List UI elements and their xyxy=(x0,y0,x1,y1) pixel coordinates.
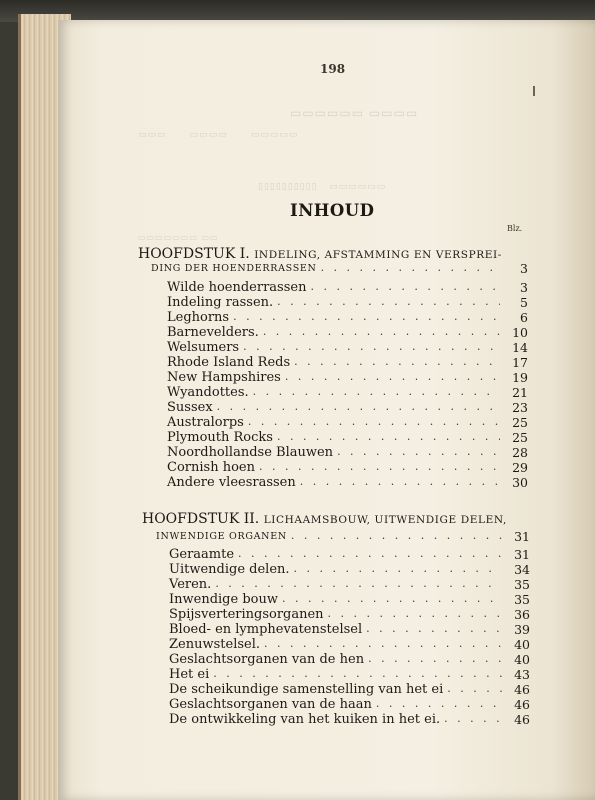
toc-entry: Barnevelders. . . . 10 xyxy=(167,325,528,340)
toc-entry: Het ei . . . 43 xyxy=(169,667,530,682)
toc-entry: Zenuwstelsel. . . . 40 xyxy=(169,637,530,652)
toc-entry: Cornish hoen . . . 29 xyxy=(167,460,528,475)
show-through-text: ▭▭▭ ▭▭▭▭ ▭▭▭▭▭ xyxy=(138,130,299,140)
leader-dots xyxy=(321,260,500,276)
chapter-page: 3 xyxy=(520,261,528,276)
page-number: 198 xyxy=(320,62,346,76)
toc-entry: De ontwikkeling van het kuiken in het ei. . . . 46 xyxy=(169,712,530,727)
toc-entry: Indeling rassen. . . . 5 xyxy=(167,295,528,310)
toc-entry: Bloed- en lymphevatenstelsel . . . 39 xyxy=(169,622,530,637)
chapter-title-line: INWENDIGE ORGANEN xyxy=(156,531,287,542)
toc-entry: Rhode Island Reds . . . 17 xyxy=(167,355,528,370)
toc-entry: Veren. . . . 35 xyxy=(169,577,530,592)
toc-entry: Plymouth Rocks . . . 25 xyxy=(167,430,528,445)
show-through-text: ▭▭▭▭▭▭ ▭▭▭▭ xyxy=(290,106,419,120)
toc-entry: Wilde hoenderrassen . . . 3 xyxy=(167,280,528,295)
chapter-heading-row xyxy=(156,529,530,544)
chapter-heading xyxy=(142,511,507,527)
toc-entry: De scheikundige samenstelling van het ei . . . 46 xyxy=(169,682,530,697)
toc-entry: Leghorns . . . 6 xyxy=(167,310,528,325)
chapter-page: 31 xyxy=(514,529,530,544)
chapter-title-line: DING DER HOENDERRASSEN xyxy=(151,263,317,274)
chapter-prefix: HOOFDSTUK II. xyxy=(142,511,260,527)
chapter-heading-row xyxy=(151,261,528,276)
toc-entry: New Hampshires . . . 19 xyxy=(167,370,528,385)
toc-entry: Noordhollandse Blauwen . . . 28 xyxy=(167,445,528,460)
toc-entry: Australorps . . . 25 xyxy=(167,415,528,430)
page-title: INHOUD xyxy=(290,201,375,220)
toc-entry: Andere vleesrassen . . . 30 xyxy=(167,475,528,490)
toc-entry: Uitwendige delen. . . . 34 xyxy=(169,562,530,577)
leader-dots xyxy=(291,528,502,544)
toc-entry: Geraamte . . . 31 xyxy=(169,547,530,562)
toc-entry: Welsumers . . . 14 xyxy=(167,340,528,355)
toc-entry: Wyandottes. . . . 21 xyxy=(167,385,528,400)
toc-entry: Inwendige bouw . . . 35 xyxy=(169,592,530,607)
show-through-text: ▭▭▭▭▭▭▭ ▭▭ xyxy=(138,233,219,242)
chapter-title-line: INDELING, AFSTAMMING EN VERSPREI- xyxy=(254,249,502,261)
toc-entry: Sussex . . . 23 xyxy=(167,400,528,415)
chapter-prefix: HOOFDSTUK I. xyxy=(138,246,250,262)
show-through-text: ▯▯▯▯▯▯▯▯▯▯ ▭▭▭▭▭▭ xyxy=(258,182,387,192)
toc-entry: Geslachtsorganen van de haan . . . 46 xyxy=(169,697,530,712)
toc-entry: Spijsverteringsorganen . . . 36 xyxy=(169,607,530,622)
chapter-title-line: LICHAAMSBOUW, UITWENDIGE DELEN, xyxy=(263,514,507,526)
toc-entry: Geslachtsorganen van de hen . . . 40 xyxy=(169,652,530,667)
page-column-label: Blz. xyxy=(507,224,523,233)
